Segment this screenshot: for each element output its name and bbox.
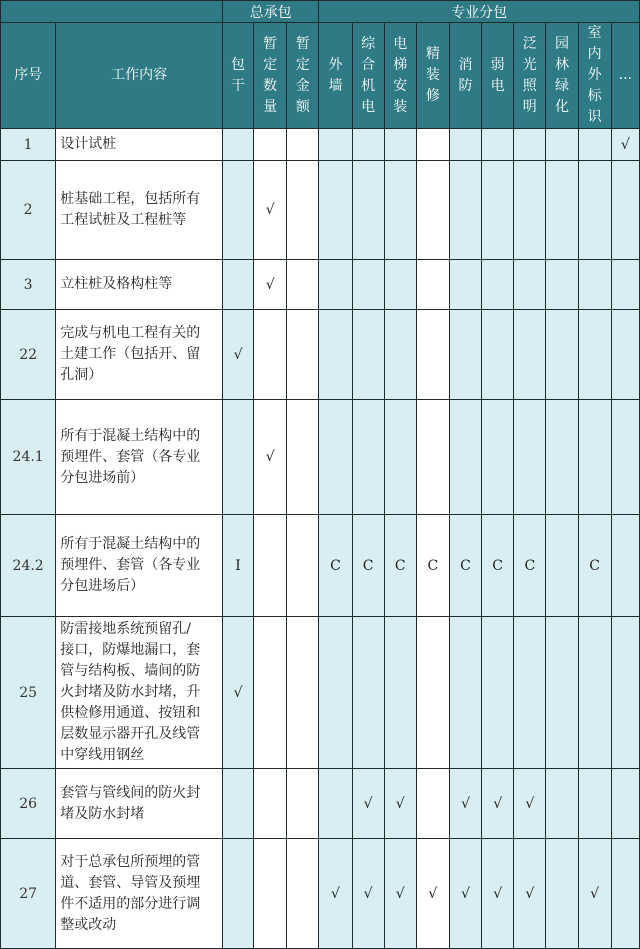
row-mark-cell [319, 400, 352, 515]
row-mark-cell [546, 617, 578, 769]
col-header-label: 综 合 机 电 [361, 35, 376, 115]
row-mark-cell [482, 260, 514, 310]
row-mark-cell [416, 161, 449, 260]
row-mark-cell [287, 515, 319, 617]
row-work-cell: 防雷接地系统预留孔/ 接口，防爆地漏口，套 管与结构板、墙间的防 火封堵及防水封堵，升 供检修用通道、按钮和 层数显示器开孔及线管 中穿线用钢丝 [56, 617, 223, 769]
row-mark-cell [482, 617, 514, 769]
row-mark-cell [287, 400, 319, 515]
group-header-blank [1, 1, 223, 23]
table-body [1, 129, 640, 949]
row-mark-cell [352, 260, 384, 310]
row-mark-cell [416, 769, 449, 839]
col-header-label: 泛 光 照 明 [522, 35, 537, 115]
row-mark-cell: √ [384, 839, 416, 949]
row-mark-cell: √ [222, 617, 253, 769]
row-mark-cell: C [514, 515, 546, 617]
col-header-signage [578, 23, 611, 129]
row-mark-cell [352, 617, 384, 769]
row-mark-cell [287, 769, 319, 839]
row-mark-cell [578, 260, 611, 310]
row-mark-cell [514, 400, 546, 515]
row-mark-cell [546, 400, 578, 515]
row-seq-cell: 25 [1, 617, 56, 769]
table-row [1, 515, 640, 617]
row-mark-cell [611, 400, 639, 515]
col-header-work [56, 23, 223, 129]
row-mark-cell [611, 161, 639, 260]
row-work-cell: 桩基础工程，包括所有 工程试桩及工程桩等 [56, 161, 223, 260]
row-mark-cell [416, 310, 449, 400]
col-header-label: 电 梯 安 装 [393, 35, 408, 115]
row-mark-cell: √ [319, 839, 352, 949]
row-mark-cell [611, 310, 639, 400]
row-mark-cell [254, 839, 287, 949]
row-mark-cell [319, 260, 352, 310]
row-mark-cell: √ [352, 769, 384, 839]
col-header-seq [1, 23, 56, 129]
row-mark-cell [319, 617, 352, 769]
row-mark-cell [482, 161, 514, 260]
row-seq-cell: 1 [1, 129, 56, 161]
table-row [1, 839, 640, 949]
row-mark-cell [222, 129, 253, 161]
row-mark-cell [578, 617, 611, 769]
row-mark-cell [416, 400, 449, 515]
row-mark-cell [384, 310, 416, 400]
row-mark-cell [384, 260, 416, 310]
row-mark-cell [254, 310, 287, 400]
group-header-specialty-subcontract: 专业分包 [319, 1, 640, 23]
table-row [1, 260, 640, 310]
row-mark-cell: √ [482, 769, 514, 839]
row-mark-cell [578, 310, 611, 400]
row-mark-cell [254, 129, 287, 161]
row-mark-cell: C [449, 515, 481, 617]
row-mark-cell: √ [578, 839, 611, 949]
row-mark-cell [352, 400, 384, 515]
row-mark-cell: √ [416, 839, 449, 949]
row-mark-cell [611, 617, 639, 769]
col-header-landscaping [546, 23, 578, 129]
table-row [1, 769, 640, 839]
row-mark-cell: √ [352, 839, 384, 949]
col-header-label: 消 防 [458, 56, 473, 94]
row-mark-cell: √ [222, 310, 253, 400]
row-mark-cell: √ [384, 769, 416, 839]
row-mark-cell [384, 129, 416, 161]
col-header-mep [352, 23, 384, 129]
table-row [1, 129, 640, 161]
row-mark-cell [449, 310, 481, 400]
row-seq-cell: 3 [1, 260, 56, 310]
row-mark-cell: √ [449, 769, 481, 839]
row-mark-cell [222, 400, 253, 515]
row-mark-cell [514, 617, 546, 769]
row-mark-cell [482, 310, 514, 400]
row-mark-cell [319, 161, 352, 260]
row-mark-cell [578, 769, 611, 839]
col-header-label: 暂 定 数 量 [263, 35, 278, 115]
row-seq-cell: 24.1 [1, 400, 56, 515]
row-mark-cell [482, 400, 514, 515]
row-mark-cell [287, 839, 319, 949]
row-work-cell: 所有于混凝土结构中的 预埋件、套管（各专业 分包进场前） [56, 400, 223, 515]
row-mark-cell [287, 129, 319, 161]
row-mark-cell [546, 839, 578, 949]
col-header-fire [449, 23, 481, 129]
col-header-label: 工作内容 [111, 67, 168, 83]
row-mark-cell [319, 310, 352, 400]
col-header-label: 精 装 修 [425, 46, 440, 104]
row-seq-cell: 24.2 [1, 515, 56, 617]
col-header-label: 园 林 绿 化 [554, 35, 569, 115]
row-mark-cell [416, 260, 449, 310]
row-mark-cell [222, 839, 253, 949]
row-work-cell: 所有于混凝土结构中的 预埋件、套管（各专业 分包进场后） [56, 515, 223, 617]
row-mark-cell [287, 260, 319, 310]
row-mark-cell [222, 161, 253, 260]
col-header-label: 暂 定 金 额 [295, 35, 310, 115]
table-row [1, 161, 640, 260]
row-mark-cell [449, 260, 481, 310]
col-header-label: 包 干 [231, 56, 246, 94]
row-mark-cell [352, 310, 384, 400]
row-mark-cell: √ [482, 839, 514, 949]
col-header-facade [319, 23, 352, 129]
row-mark-cell [546, 310, 578, 400]
table-row [1, 310, 640, 400]
row-mark-cell [546, 161, 578, 260]
row-mark-cell: √ [449, 839, 481, 949]
row-mark-cell: C [416, 515, 449, 617]
column-header-row [1, 23, 640, 129]
row-mark-cell [482, 129, 514, 161]
row-work-cell: 套管与管线间的防火封 堵及防水封堵 [56, 769, 223, 839]
col-header-label: 序号 [14, 67, 43, 83]
group-header-row [1, 1, 640, 23]
row-seq-cell: 27 [1, 839, 56, 949]
row-mark-cell [449, 129, 481, 161]
row-mark-cell [416, 129, 449, 161]
col-header-low-voltage [482, 23, 514, 129]
row-mark-cell [287, 161, 319, 260]
table-row [1, 400, 640, 515]
row-mark-cell: √ [254, 400, 287, 515]
row-mark-cell [546, 129, 578, 161]
row-mark-cell [611, 769, 639, 839]
row-mark-cell [254, 617, 287, 769]
col-header-label: 外 墙 [328, 56, 343, 94]
row-mark-cell [546, 769, 578, 839]
row-mark-cell [416, 617, 449, 769]
row-mark-cell [546, 515, 578, 617]
row-work-cell: 设计试桩 [56, 129, 223, 161]
col-header-floodlighting [514, 23, 546, 129]
row-mark-cell: C [384, 515, 416, 617]
col-header-fitout [416, 23, 449, 129]
col-header-more [611, 23, 639, 129]
group-header-general-contract: 总承包 [222, 1, 318, 23]
row-mark-cell: C [578, 515, 611, 617]
row-work-cell: 完成与机电工程有关的 土建工作（包括开、留 孔洞） [56, 310, 223, 400]
col-header-label: 弱 电 [490, 56, 505, 94]
row-mark-cell [449, 161, 481, 260]
row-mark-cell: √ [611, 129, 639, 161]
row-seq-cell: 2 [1, 161, 56, 260]
col-header-elevator [384, 23, 416, 129]
row-mark-cell [222, 769, 253, 839]
row-mark-cell [287, 310, 319, 400]
row-mark-cell [514, 129, 546, 161]
row-mark-cell [514, 161, 546, 260]
row-seq-cell: 26 [1, 769, 56, 839]
row-mark-cell: I [222, 515, 253, 617]
row-mark-cell: √ [254, 161, 287, 260]
col-header-label: 室 内 外 标 识 [587, 25, 602, 125]
row-mark-cell [514, 310, 546, 400]
row-mark-cell [546, 260, 578, 310]
row-mark-cell [578, 129, 611, 161]
row-mark-cell [449, 400, 481, 515]
row-work-cell: 对于总承包所预埋的管 道、套管、导管及预埋 件不适用的部分进行调 整或改动 [56, 839, 223, 949]
row-mark-cell: C [482, 515, 514, 617]
row-mark-cell: √ [514, 769, 546, 839]
col-header-lump-sum [222, 23, 253, 129]
col-header-label: ... [618, 67, 632, 83]
row-mark-cell [319, 769, 352, 839]
row-mark-cell [611, 515, 639, 617]
row-mark-cell: C [352, 515, 384, 617]
col-header-provisional-quantity [254, 23, 287, 129]
row-mark-cell [578, 161, 611, 260]
row-mark-cell [254, 515, 287, 617]
row-mark-cell [384, 400, 416, 515]
row-mark-cell: √ [514, 839, 546, 949]
row-mark-cell: √ [254, 260, 287, 310]
row-mark-cell [384, 617, 416, 769]
table-row [1, 617, 640, 769]
row-mark-cell [319, 129, 352, 161]
row-mark-cell [611, 839, 639, 949]
row-mark-cell: C [319, 515, 352, 617]
row-mark-cell [449, 617, 481, 769]
row-mark-cell [222, 260, 253, 310]
row-mark-cell [611, 260, 639, 310]
row-seq-cell: 22 [1, 310, 56, 400]
row-mark-cell [578, 400, 611, 515]
row-mark-cell [514, 260, 546, 310]
row-mark-cell [352, 161, 384, 260]
col-header-provisional-sum [287, 23, 319, 129]
row-mark-cell [287, 617, 319, 769]
row-work-cell: 立柱桩及格构柱等 [56, 260, 223, 310]
row-mark-cell [254, 769, 287, 839]
row-mark-cell [352, 129, 384, 161]
row-mark-cell [384, 161, 416, 260]
